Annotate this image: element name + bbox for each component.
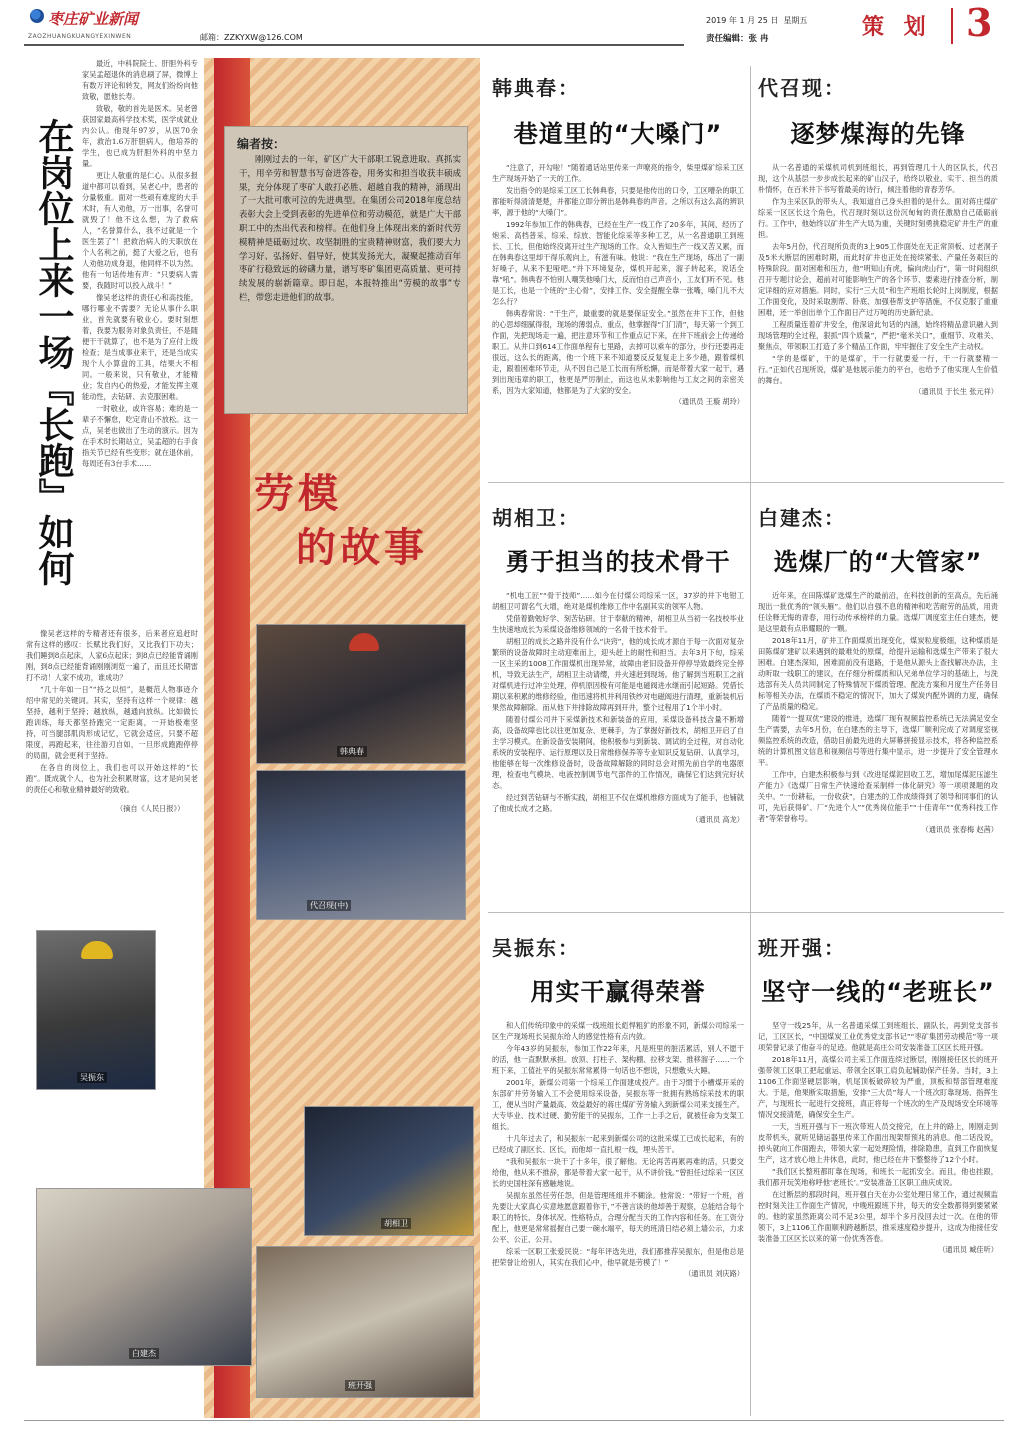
article-byline: （通讯员 王璇 胡玲） xyxy=(674,397,744,406)
article-body xyxy=(492,590,744,825)
article-para: 去年5月份，代召现所负责的3上905工作面处在无正常顶板、过老洞子及5米大断层的困难时期，而此时矿井也正处在接续紧张、产量任务艰巨的特殊阶段。面对困难和压力，他“明知山有虎，偏向虎山行”，第一时间组织召开专题讨论会，超前对可能影响生产的各个环节、要素进行排查分析，制定详细的应对措施。同时，实行“三大员”和生产班组长轮时上岗制度，根据工作面变化，及时采取割帮、卧底、加强巷帮支护等措施，不仅克服了重重困难，还一举创出单个工作面日产过万吨的历史新纪录。 xyxy=(758,242,998,317)
article-para: 随着“一提双优”建设的推进，选煤厂现有视频监控系统已无法满足安全生产需要，去年5月份，在白建杰的主导下，选煤厂顺利完成了对调度室视频监控系统的改造，借助目前最先进的大屏幕拼接显示技术，将各种监控系统的计算机图文信息和视频信号等进行集中显示，进一步提升了安全管理水平。 xyxy=(758,714,998,767)
left-intro-para: 最近，中科院院士、肝胆外科专家吴孟超退休的消息刷了屏，微博上有数万评论和转发，网友们纷纷向他致敬，愿他长寿。 xyxy=(82,59,198,101)
article-title: 逐梦煤海的先锋 xyxy=(790,120,966,148)
helmet-icon xyxy=(349,633,379,651)
article-para: 随着付煤公司井下采煤新技术和新装备的应用，采煤设备科技含量不断增高，设备故障也比以往更加复杂、更棘手，为了掌握好新技术，胡相卫开启了自主学习模式。在新设备安装期间，他积极参与到新装、调试的全过程，对自动化系统的安装程序、运行原理以及日常维修保养等专业知识反复钻研、认真学习，他能够在每一次维修设备时，设备故障解除的同时总会对照先前自学的电器原理，检查电气模块、电液控制调节电气部件的工作情况，确保它们达到完好状态。 xyxy=(492,715,744,790)
section-name: 策 划 xyxy=(862,14,932,40)
article-person-name: 胡相卫： xyxy=(492,506,580,530)
article-para: 和人们传统印象中的采煤一线班组长彪悍粗犷的形象不同，新煤公司综采一区生产现场班长吴振东给人的感觉性格有点内敛。 xyxy=(492,1021,744,1041)
editor-note-text: 刚刚过去的一年，矿区广大干部职工锐意进取、真抓实干，用辛劳和智慧书写奋进答卷，用务实和担当收获丰硕成果，充分体现了枣矿人敢打必胜、超越自我的精神，涌现出了一大批可歌可泣的先进典型。在集团公司2018年度总结表彰大会上受到表彰的先进单位和劳动模范，就是广大干部职工中的杰出代表和榜样。在他们身上体现出来的新时代劳模精神是砥砺过坎、攻坚制胜的宝贵精神财富，我们要大力学习好、弘扬好、倡导好，使其发扬光大，凝聚起推动百年枣矿行稳致远的磅礴力量，谱写枣矿集团更高质量、更可持续发展的崭新篇章。即日起，本报特推出“劳模的故事”专栏，带您走进他们的故事。 xyxy=(239,154,461,302)
article-para: 胡相卫的成长之路并没有什么“诀窍”，他的成长成才源自于每一次面对复杂繁琐的设备故障时主动迎难而上，迎头赶上的耐性和担当。去年3月下旬，综采一区主采的1008工作面煤机出现异常，故障由老旧设备开停停导致最终完全停机，导致无法生产，胡相卫主动请缨，并火速赶到现场。他了解到当班职工之前对煤机进行过冲尘处理，停机原因极有可能是电磁阀进水继而引起短路。凭借长期以来积累的维修经验，他迅速将机井利用铁纱对电磁阀进行清理，重新装机后果然故障解除。而从他下井排除故障再到开井，整个过程用了1个半小时。 xyxy=(492,637,744,712)
article-byline: （通讯员 高龙） xyxy=(691,815,744,824)
email-line xyxy=(200,32,303,43)
article-body xyxy=(758,162,998,397)
editor-credit: 责任编辑：张 冉 xyxy=(706,34,769,44)
article-body xyxy=(758,1020,998,1255)
left-body-block xyxy=(26,628,198,814)
article-byline: （通讯员 刘庆路） xyxy=(684,1269,744,1278)
masthead-rule xyxy=(24,44,684,46)
left-body-para: 像吴老这样的专精者还有很多，后来者应追赶时常有这样的感叹：长赋比我们好，又比我们下功夫；我们睡到8点起床，人家6点起床；到8点已经能背诵刚刚，到8点已经能背诵刚刚浏览一遍了，而且还长期雷打不动！人家不成功，谁成功？ xyxy=(26,629,198,682)
article-para: 吴振东虽然任劳任怨，但是管理班组并不糊涂。他常说：“带好一个班，首先要让大家真心实意地愿意跟着你干，”不善言谈的他却善于观察，总能结合每个职工的特长、身体状况、性格特点，合理分配当天的工作内容和任务。在工资分配上，他更是常常摇握自己要一碗水端平，每天的班清日结必须上墙公示，力求公平、公正、公开。 xyxy=(492,1191,744,1244)
article-para: 2018年11月，矿井工作面煤质出现变化，煤炭粒度极细，这种煤质是田陈煤矿建矿以来遇到的最难处的原煤，给提升运输和选煤生产带来了很大困难。白建杰深知，困难面前没有退路，于是他从源头上查找解决办法，主动听取一线职工的建议，在仔细分析煤质和认兄弟单位学习的基础上，与洗选部有关人员共同制定了特殊情况下煤质管理、配洗方案和月度生产任务目标等相关办法，在煤质不稳定的情况下，加大了煤炭内配外调的力度，确保了产品质量的稳定。 xyxy=(758,636,998,711)
email-label: 邮箱： xyxy=(200,33,224,42)
paper-pinyin: ZAOZHUANGKUANGYEXINWEN xyxy=(28,33,132,40)
photo-ban xyxy=(256,1246,474,1398)
article-para: 工程质量连着矿井安全，他深谙此句话的内涵，始终将精品意识融入到现场管理的全过程，狠抓“四个质量”，严把“毫米关口”，重细节、攻难关、聚焦点，带领职工打造了多个精品工作面，牢牢握住了安全生产主动权。 xyxy=(758,320,998,351)
article-title: 选煤厂的“大管家” xyxy=(773,548,983,576)
article-person-name: 代召现： xyxy=(758,76,846,100)
left-intro-para: 致敬，敬的首先是医术。吴老曾获国家最高科学技术奖，医学成就业内公认。他现年97岁，从医70余年，救治1.6万肝胆病人，他培养的学生，也已成为肝胆外科的中坚力量。 xyxy=(82,104,198,168)
issue-date xyxy=(706,15,807,26)
article-para: 从一名普通的采煤机司机到班组长，再到管理几十人的区队长，代召现，这个从基层一步步成长起来的矿山汉子，给终以敬业、实干、担当的质朴情怀，在百米井下书写着最美的诗行，倾注着他的青春芳华。 xyxy=(758,163,998,194)
article-dai xyxy=(758,58,998,468)
article-para: 在过断层的那段时间，班开强白天在办公室处理日常工作，通过视频监控时刻关注工作面生产情况，中晚班跟班下井，每天的安全数都得到要紧紧的。他的家虽然距离公司不足3公里，却半个多月没回去过一次。在他的带领下，3上1106工作面顺利跨越断层，推采速度稳步提升，这成为他接任安装准备工区区长以来的第一份优秀答卷。 xyxy=(758,1190,998,1243)
photo-caption: 吴振东 xyxy=(77,1072,107,1083)
left-body-para: 在各自的岗位上，我们也可以开始这样的“长跑”。既成就个人，也为社会积累财富，这才是向吴老的责任心和敬业精神最好的致敬。 xyxy=(26,763,198,794)
article-para: 凭借着勤勉好学、刻苦钻研、甘于奉献的精神，胡相卫从当初一名技校毕业生快速地成长为采煤设备维修领域的一名骨干技术骨干。 xyxy=(492,614,744,634)
article-body xyxy=(492,162,744,407)
paper-name: 枣庄矿业新闻 xyxy=(48,10,139,28)
date-text: 2019 年 1 月 25 日 xyxy=(706,16,779,25)
photo-caption: 班开强 xyxy=(345,1380,375,1391)
article-title: 巷道里的“大嗓门” xyxy=(513,120,723,148)
left-headline: 在岗位上来一场『长跑』如何 xyxy=(33,118,75,586)
article-para: 坚守一线25年，从一名普通采煤工到班组长、副队长，再到党支部书记，工区区长，“中国煤炭工业优秀党支部书记”“枣矿集团劳动模范”等一项项荣誉记录了他奋斗的足迹。他就是高庄公司安装准备工区区长班开强。 xyxy=(758,1021,998,1052)
left-body-para: “几十年如一日”“持之以恒”，是概范人物事迹介绍中常见的关键词。其实，坚持有这样一个规律：越坚持，越利于坚持；越放纵，越通向放纵。比如做长跑训练，每天都坚持跑完一定距离，一开始极难坚持，可当腿部肌肉形成记忆，它就会适应，只要不超限度，再跑起来，往往游刃自如，一旦形成跑跑停停的局面，就会更利于坚持。 xyxy=(26,685,198,760)
article-person-name: 班开强： xyxy=(758,936,846,960)
left-intro-block xyxy=(82,58,198,470)
photo-hu xyxy=(304,1106,474,1236)
article-byline: （通讯员 张春梅 赵茜） xyxy=(921,825,998,834)
article-para: 综采一区职工张爱民说：“每年评选先进，我们都推荐吴振东，但是他总是把荣誉让给别人，其实在我们心中，他早就是劳模了！” xyxy=(492,1247,744,1267)
article-para: “我们区长整班都盯靠在现场，和班长一起抓安全。而且，他也挂跟，我们都开玩笑地称呼他‘老班长’。”安装准备工区职工曲庆成说。 xyxy=(758,1167,998,1187)
article-bai xyxy=(758,494,998,894)
photo-caption: 韩典春 xyxy=(337,746,367,757)
photo-han xyxy=(256,624,466,764)
feature-title-line2: 的故事 xyxy=(296,524,428,571)
page-number: 3 xyxy=(966,0,993,45)
page-bottom-rule xyxy=(24,1420,1004,1421)
row-divider xyxy=(488,482,1004,483)
article-para: 2018年11月，高煤公司主采工作面连续过断层，刚刚接任区长的班开强带领工区职工把起重运、带领全区职工肩负起辅助保产任务。当时，3上1106工作面坚硬层影响，机尾顶板破碎较为严重，顶板和帮部管理难度大。于是，他果断实取措施，安排“三大员”每人一个班次盯靠现场、指挥生产，与现班长一起进行交接班，真正将每一个班次的生产及现场安全环境等情况交接清楚，确保安全生产。 xyxy=(758,1055,998,1119)
column-divider xyxy=(750,66,751,1416)
article-para: “机电工匠”“骨干技师”……如今在付煤公司综采一区，37岁的井下电钳工胡相卫可谓名气大增，绝对是煤机维修工作中名副其实的领军人物。 xyxy=(492,591,744,611)
row-divider xyxy=(488,912,1004,913)
photo-caption: 胡相卫 xyxy=(381,1218,411,1229)
weekday-text: 星期五 xyxy=(783,16,808,25)
article-para: 作为主采区队的带头人，我知道自己身头担着的是什么。面对蒋庄煤矿综采一区区长这个角色，代召现时刻以这份沉甸甸的责任激励自己砥砺前行。工作中，他始终以矿井生产大局为重，关键时刻勇挑稳定矿井生产的重担。 xyxy=(758,197,998,239)
feature-title-line1: 劳模 xyxy=(254,470,342,517)
photo-bai xyxy=(36,1188,252,1366)
photo-caption: 代召现(中) xyxy=(307,900,351,911)
article-para: “我和吴振东一块干了十多年，很了解他。无论再苦再累再难的活，只要交给他，他从来不推辞，都是带着大家一起干，从不讲价钱。”曾担任过综采一区区长的史国柱深有感触地说。 xyxy=(492,1157,744,1188)
article-title: 坚守一线的“老班长” xyxy=(761,978,995,1006)
article-byline: （通讯员 臧佳听） xyxy=(938,1245,998,1254)
left-intro-para: 像吴老这样的责任心和高技能，哪行哪业不需要？无论从事什么职业，首先就要有敬业心。要时刻想着，我要为服务对象负责任，不是随便干干就算了，也不是为了应付上级检查；是当成事业来干，还是当成实现个人小算盘的工具，结果大不相同。一般来说，只有敬业，才能精业；发自内心的热爱，才能发挥主观能动性，去钻研、去克服困难。 xyxy=(82,293,198,401)
article-para: 近年来，在田陈煤矿选煤生产的最前沿，在科技创新的至高点，先后涌现出一批优秀的“领头雁”。他们以自强不息的精神和吃苦耐劳的品质，用责任诠释无悔的青春，用行动传承榜样的力量。选煤厂调度室主任白建杰，便是这里最有点串耀眼的一颗。 xyxy=(758,591,998,633)
left-source: （摘自《人民日报》） xyxy=(116,804,185,813)
article-hu xyxy=(492,494,744,894)
email-address: ZZKYXW@126.COM xyxy=(224,33,303,42)
article-para: 工作中，白建杰积极参与到《改进尾煤泥回收工艺，增加尾煤泥压滤生产能力》《选煤厂日常生产快速给查采制样一体化研究》等一项项课题的攻关中。“一份耕耘，一份收获”，白建杰的工作成绩得到了领导和同事们的认可，先后获得矿、厂“先进个人”“优秀岗位能手”“十佳青年”“优秀科技工作者”等荣誉称号。 xyxy=(758,770,998,823)
article-person-name: 韩典春： xyxy=(492,76,580,100)
article-person-name: 吴振东： xyxy=(492,936,580,960)
photo-group xyxy=(256,770,466,920)
article-ban xyxy=(758,924,998,1424)
article-title: 勇于担当的技术骨干 xyxy=(505,548,731,576)
photo-caption: 白建杰 xyxy=(129,1348,159,1359)
masthead xyxy=(24,0,1014,52)
article-para: 韩典春常说：“干生产，最重要的就是要保证安全。”虽然在井下工作，但他的心思却细腻得很，现场的薄弱点、重点，他掌握得“门门清”，每天第一个到工作面，先把现场走一遍，把注意环节和工作重点记下来，在井下班前会上传递给职工。从井口到614工作面单程有七里路，去掉可以乘车的部分，步行还要再走很远，这么长的距离，他一个班下来不知道要反反复复走上多少趟，跟着煤机走，跟着困难环节走，从不因自己是工长而有所松懈，而是带着大家一起干，遇到出现违章的职工，他更是严厉制止，而这也从未影响他与工友之间的亲密关系，因为大家知道，他都是为了大家的安全。 xyxy=(492,309,744,395)
left-intro-para: 更让人敬重的是仁心。从很多报道中都可以看到，吴老心中，患者的分量极重。面对一些顽有难度的大手术时，有人劝他，万一出事，名誉可就毁了！他不这么想，为了救病人，“名誉算什么，我不过就是一个医生罢了”！把救治病人的天职放在个人名利之前，挺了大爱之后，也有人劝他功成身退，他同样不以为然。他有一句话传地有声：“只要病人需要，我随时可以投入战斗！” xyxy=(82,171,198,290)
article-para: 十几年过去了，和吴振东一起来到新煤公司的这批采煤工已成长起来，有的已经成了副区长、区长，而他却一直扎根一线，埋头苦干。 xyxy=(492,1134,744,1154)
article-person-name: 白建杰： xyxy=(758,506,846,530)
article-body xyxy=(492,1020,744,1279)
article-para: “学的是煤矿，干的是煤矿，干一行就要爱一行，干一行就要精一行。”正如代召现所说，煤矿是他展示能力的平台，也给予了他实现人生价值的舞台。 xyxy=(758,354,998,385)
photo-wu xyxy=(36,930,156,1090)
article-han xyxy=(492,58,744,468)
section-divider xyxy=(951,8,953,44)
article-para: 经过到苦钻研与不断实践，胡相卫不仅在煤机维修方面成为了能手，也铺就了他成长成才之路。 xyxy=(492,793,744,813)
helmet-icon xyxy=(81,941,113,959)
article-para: 今年43岁的吴振东，参加工作22年来，凡是班里的脏活累活，别人不愿干的活，他一直默默承担。放顶、打柱子、架构棚、拉移支架、推移溜子……一个班下来，工值社平的吴振东常常累得一句话也不想说，只想敷头大睡。 xyxy=(492,1044,744,1075)
article-title: 用实干赢得荣誉 xyxy=(530,978,706,1006)
editor-note-label: 编者按： xyxy=(237,137,286,151)
article-para: 发出指令的是综采工区工长韩典春，只要是他传出的口令，工区嘈杂的职工都能听得清清楚楚，并都能立即分辨出是韩典春的声音。之所以有这么高的辨识率，源于他的“大嗓门”。 xyxy=(492,186,744,217)
article-body xyxy=(758,590,998,835)
article-para: 一天，当班开强与下一班次带班人员交接完，在上井的路上，刚刚走到皮带机头，就听见储运器里传来工作面出现架帮预兆的消息。他二话没说，掉头就向工作面跑去，带领大家一起处理险情，排除隐患，直到工作面恢复生产，这才放心地上井休息，此时，他已经在井下整整待了12个小时。 xyxy=(758,1122,998,1164)
article-wu xyxy=(492,924,744,1424)
article-para: 1992年参加工作的韩典春，已经在生产一线工作了20多年，其间，经历了炮采、高档普采、综采、综放、智能化综采等多种工艺，从一名普通职工到班长、工长，但他始终没离开过生产现场的工作。众人皆知生产一线又苦又累，而在韩典春这里却干得乐观向上，有滋有味。他说：“我在生产现场，练出了一副好嗓子，从来不犯哑吧。”并下环境复杂，煤机开起来，溜子转起来，说话全靠“吼”。韩典春不怕别人嘲笑他嗓门大，反而怕自己声音小，工友们听不见。他是工长，也是一个班的“主心骨”，安排工作、安全提醒全靠一张嘴，嗓门儿不大怎么行？ xyxy=(492,220,744,306)
editor-note-box xyxy=(224,126,468,414)
article-para: 2001年，新煤公司第一个综采工作面建成投产。由于习惯于小槽煤开采的东部矿井劳务输入工不会使用综采设备，吴振东等一批拥有熟练综采技术的职工，便从当时产量最高、效益最好的蒋庄煤矿劳务输入到新煤公司来支援生产。大专毕业、技术过硬、勤劳能干的吴振东，工作一上手之后，就被任命为支架工组长。 xyxy=(492,1078,744,1131)
left-intro-para: 一时敬业，或许容易；难的是一辈子不懈怠，吃定青山不放松。这一点，吴老也做出了生动的演示。因为在手术时长期站立，吴孟超的右手食指关节已经有些变形；就在退休前，每周还有3台手术…… xyxy=(82,404,198,468)
article-byline: （通讯员 于长生 张元祥） xyxy=(914,387,998,396)
article-para: “注意了，开勾啦！”随着通话站里传来一声嘹亮的指令，柴里煤矿综采工区生产现场开始了一天的工作。 xyxy=(492,163,744,183)
paper-logo-icon xyxy=(30,9,44,23)
